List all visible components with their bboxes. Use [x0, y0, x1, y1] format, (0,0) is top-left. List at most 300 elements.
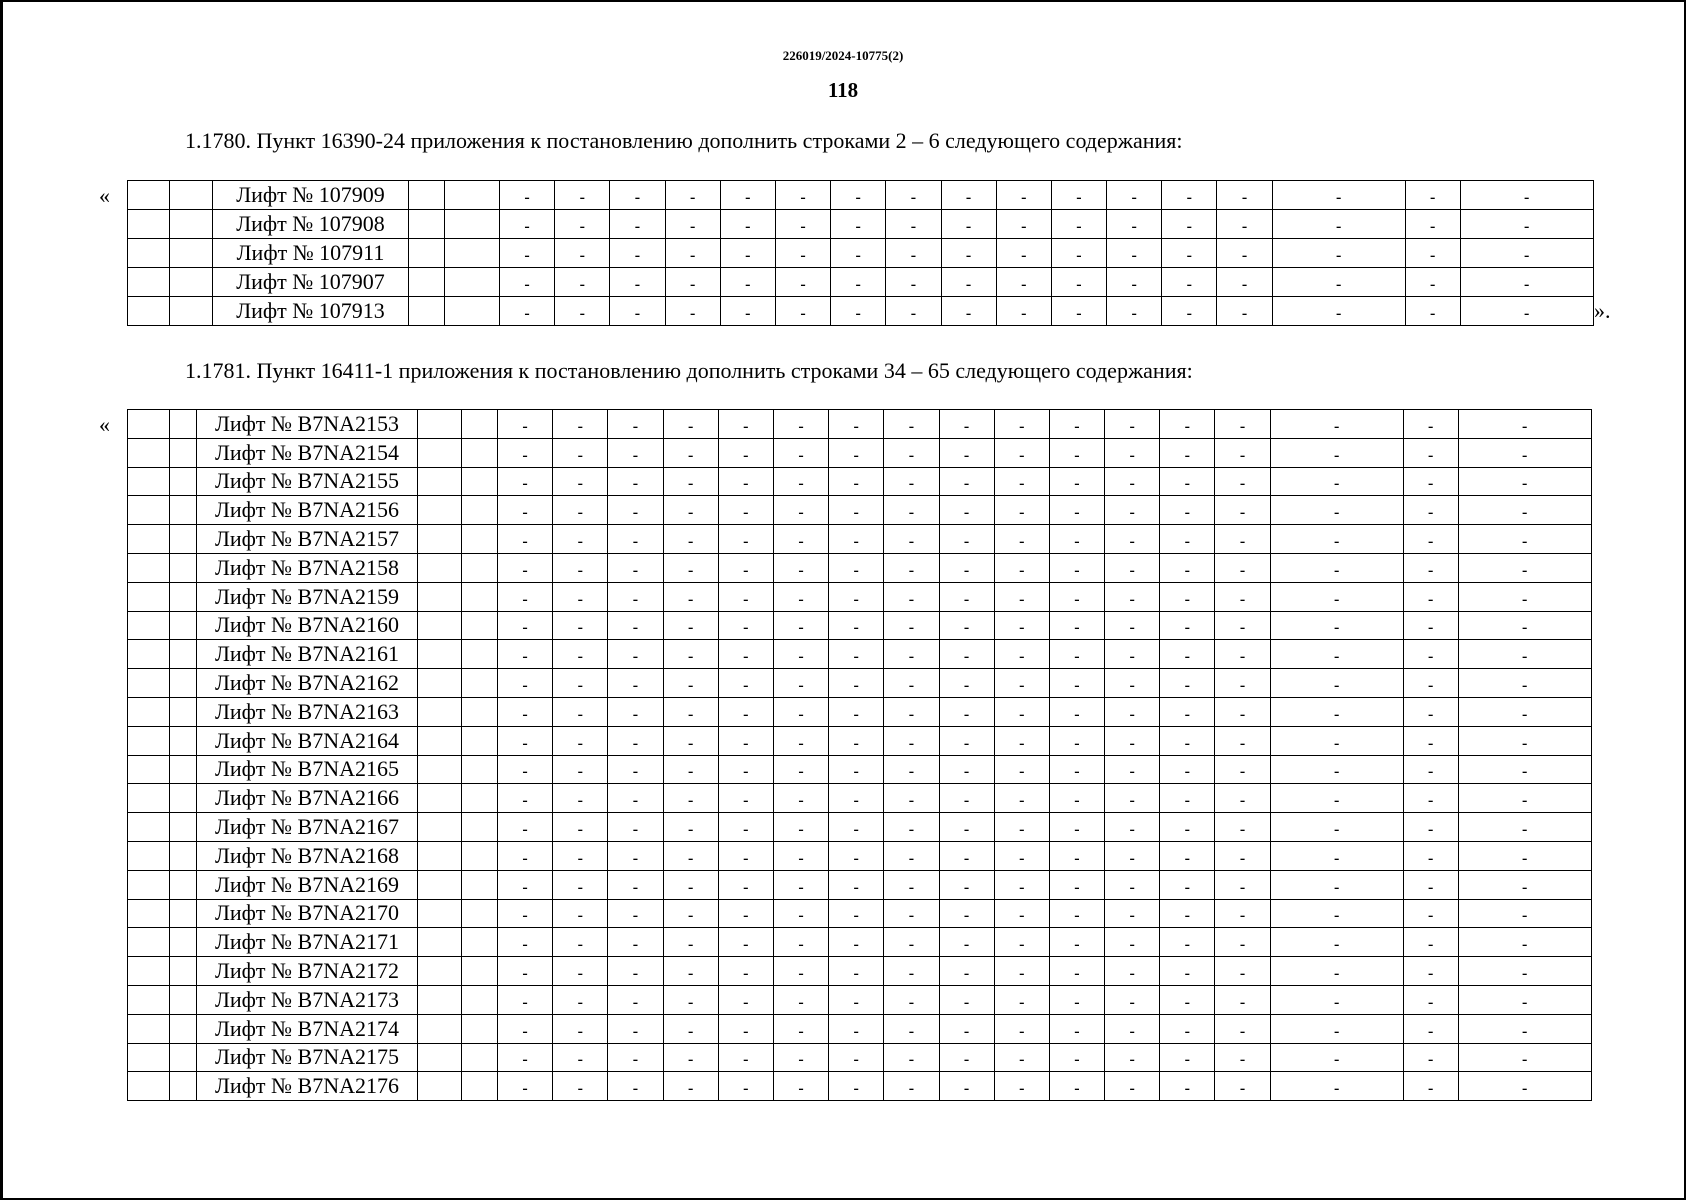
value-cell [775, 297, 830, 326]
empty-cell [418, 525, 462, 554]
value-cell [663, 1043, 718, 1072]
dash-value: - [1021, 247, 1027, 264]
dash-value: - [963, 849, 970, 867]
value-cell [1403, 697, 1458, 726]
empty-cell [170, 410, 197, 439]
dash-value: - [1129, 561, 1135, 579]
dash-value: - [800, 189, 806, 206]
dash-value: - [855, 189, 861, 206]
dash-value: - [522, 619, 528, 637]
value-cell [773, 611, 828, 640]
dash-value: - [908, 417, 915, 435]
dash-value: - [1019, 619, 1025, 637]
value-cell [1049, 410, 1104, 439]
dash-value: - [1074, 993, 1080, 1011]
value-cell [1270, 813, 1403, 842]
dash-value: - [1333, 1080, 1340, 1098]
dash-value: - [687, 648, 694, 666]
value-cell [1403, 841, 1458, 870]
value-cell [718, 870, 773, 899]
dash-value: - [798, 1080, 804, 1098]
value-cell [1160, 410, 1215, 439]
value-cell [1160, 582, 1215, 611]
value-cell [608, 582, 663, 611]
dash-value: - [908, 907, 915, 925]
value-cell [498, 841, 553, 870]
value-cell [500, 181, 555, 210]
value-cell [1460, 239, 1593, 268]
value-cell [500, 268, 555, 297]
empty-cell [462, 755, 498, 784]
empty-cell [462, 784, 498, 813]
dash-value: - [1184, 504, 1190, 522]
value-cell [1105, 640, 1160, 669]
dash-value: - [1427, 936, 1434, 954]
value-cell [1403, 467, 1458, 496]
empty-cell [418, 1072, 462, 1101]
dash-value: - [1427, 734, 1434, 752]
value-cell [1215, 496, 1270, 525]
dash-value: - [1184, 878, 1190, 896]
value-cell [829, 899, 884, 928]
dash-value: - [965, 247, 972, 264]
value-cell [1215, 697, 1270, 726]
value-cell [1403, 957, 1458, 986]
dash-value: - [1019, 446, 1025, 464]
dash-value: - [800, 305, 806, 322]
value-cell [773, 410, 828, 439]
dash-value: - [1521, 590, 1528, 608]
section-1780-table [127, 180, 1594, 326]
dash-value: - [1239, 504, 1246, 522]
value-cell [718, 1043, 773, 1072]
value-cell [1215, 669, 1270, 698]
value-cell [1160, 611, 1215, 640]
value-cell [1458, 1014, 1591, 1043]
value-cell [996, 297, 1051, 326]
dash-value: - [1335, 247, 1342, 264]
value-cell [608, 1014, 663, 1043]
empty-cell [128, 438, 170, 467]
value-cell [1270, 496, 1403, 525]
value-cell [1049, 669, 1104, 698]
dash-value: - [1074, 878, 1080, 896]
dash-value: - [1074, 1080, 1080, 1098]
dash-value: - [1019, 763, 1025, 781]
value-cell [994, 899, 1049, 928]
value-cell [941, 268, 996, 297]
dash-value: - [1427, 619, 1434, 637]
dash-value: - [524, 218, 530, 235]
value-cell [498, 985, 553, 1014]
value-cell [718, 957, 773, 986]
section-1780-open-quote: « [99, 183, 110, 208]
value-cell [498, 755, 553, 784]
dash-value: - [689, 276, 696, 293]
value-cell [500, 297, 555, 326]
dash-value: - [908, 1051, 915, 1069]
dash-value: - [1129, 417, 1135, 435]
empty-cell [462, 582, 498, 611]
dash-value: - [853, 417, 859, 435]
value-cell [1217, 297, 1272, 326]
value-cell [718, 582, 773, 611]
dash-value: - [1333, 965, 1340, 983]
dash-value: - [1521, 705, 1528, 723]
value-cell [829, 582, 884, 611]
dash-value: - [1186, 189, 1192, 206]
value-cell [553, 1043, 608, 1072]
value-cell [939, 813, 994, 842]
empty-cell [128, 1072, 170, 1101]
dash-value: - [1129, 533, 1135, 551]
dash-value: - [687, 677, 694, 695]
value-cell [663, 755, 718, 784]
section-1781-table-row [128, 697, 1592, 726]
dash-value: - [1129, 648, 1135, 666]
value-cell [1049, 813, 1104, 842]
value-cell [773, 640, 828, 669]
dash-value: - [1019, 1080, 1025, 1098]
dash-value: - [1019, 648, 1025, 666]
dash-value: - [798, 965, 804, 983]
value-cell [831, 239, 886, 268]
dash-value: - [963, 1080, 970, 1098]
empty-cell [462, 870, 498, 899]
empty-cell [418, 438, 462, 467]
dash-value: - [743, 965, 749, 983]
dash-value: - [1184, 590, 1190, 608]
dash-value: - [908, 993, 915, 1011]
dash-value: - [963, 936, 970, 954]
dash-value: - [1427, 763, 1434, 781]
value-cell [1458, 525, 1591, 554]
value-cell [829, 928, 884, 957]
empty-cell [128, 1043, 170, 1072]
dash-value: - [963, 792, 970, 810]
dash-value: - [1521, 821, 1528, 839]
dash-value: - [1427, 965, 1434, 983]
dash-value: - [1074, 590, 1080, 608]
empty-cell [170, 525, 197, 554]
dash-value: - [687, 1051, 694, 1069]
dash-value: - [1239, 677, 1246, 695]
elevator-name-cell: Лифт № B7NA2159 [197, 582, 418, 611]
value-cell [498, 669, 553, 698]
empty-cell [409, 297, 445, 326]
dash-value: - [1019, 475, 1025, 493]
dash-value: - [687, 763, 694, 781]
value-cell [498, 582, 553, 611]
value-cell [553, 870, 608, 899]
value-cell [1403, 640, 1458, 669]
dash-value: - [1333, 849, 1340, 867]
dash-value: - [1521, 936, 1528, 954]
empty-cell [462, 525, 498, 554]
elevator-name-cell: Лифт № B7NA2170 [197, 899, 418, 928]
empty-cell [170, 181, 213, 210]
value-cell [720, 181, 775, 210]
dash-value: - [522, 1051, 528, 1069]
dash-value: - [577, 792, 583, 810]
dash-value: - [632, 648, 639, 666]
empty-cell [128, 210, 170, 239]
dash-value: - [1074, 1022, 1080, 1040]
value-cell [553, 957, 608, 986]
value-cell [663, 438, 718, 467]
elevator-name-cell: Лифт № B7NA2160 [197, 611, 418, 640]
dash-value: - [1427, 907, 1434, 925]
value-cell [829, 611, 884, 640]
dash-value: - [798, 907, 804, 925]
value-cell [553, 611, 608, 640]
dash-value: - [743, 763, 749, 781]
dash-value: - [1074, 705, 1080, 723]
value-cell [1403, 813, 1458, 842]
value-cell [1272, 297, 1405, 326]
dash-value: - [1184, 1080, 1190, 1098]
value-cell [773, 582, 828, 611]
dash-value: - [743, 590, 749, 608]
empty-cell [170, 985, 197, 1014]
dash-value: - [1186, 218, 1192, 235]
dash-value: - [1521, 792, 1528, 810]
dash-value: - [1129, 821, 1135, 839]
value-cell [1105, 957, 1160, 986]
dash-value: - [743, 619, 749, 637]
value-cell [829, 410, 884, 439]
value-cell [1270, 1014, 1403, 1043]
dash-value: - [687, 993, 694, 1011]
value-cell [1105, 496, 1160, 525]
elevator-name-cell: Лифт № 107908 [213, 210, 409, 239]
dash-value: - [963, 907, 970, 925]
section-1781-table-row [128, 1014, 1592, 1043]
dash-value: - [853, 619, 859, 637]
value-cell [829, 841, 884, 870]
empty-cell [418, 957, 462, 986]
dash-value: - [798, 792, 804, 810]
value-cell [1049, 899, 1104, 928]
empty-cell [462, 1043, 498, 1072]
dash-value: - [798, 677, 804, 695]
empty-cell [462, 813, 498, 842]
dash-value: - [522, 936, 528, 954]
dash-value: - [1019, 705, 1025, 723]
dash-value: - [1074, 792, 1080, 810]
value-cell [553, 697, 608, 726]
value-cell [1107, 181, 1162, 210]
dash-value: - [1239, 1022, 1246, 1040]
value-cell [1107, 268, 1162, 297]
dash-value: - [1129, 705, 1135, 723]
dash-value: - [1129, 504, 1135, 522]
dash-value: - [908, 475, 915, 493]
dash-value: - [743, 504, 749, 522]
empty-cell [128, 841, 170, 870]
value-cell [498, 1014, 553, 1043]
dash-value: - [632, 993, 639, 1011]
empty-cell [170, 239, 213, 268]
value-cell [1215, 582, 1270, 611]
value-cell [553, 1014, 608, 1043]
empty-cell [170, 1014, 197, 1043]
dash-value: - [632, 1022, 639, 1040]
value-cell [939, 1014, 994, 1043]
value-cell [1215, 957, 1270, 986]
dash-value: - [1521, 417, 1528, 435]
value-cell [1215, 755, 1270, 784]
dash-value: - [743, 936, 749, 954]
dash-value: - [853, 936, 859, 954]
value-cell [1270, 640, 1403, 669]
value-cell [884, 496, 939, 525]
value-cell [994, 1014, 1049, 1043]
value-cell [1403, 870, 1458, 899]
value-cell [608, 553, 663, 582]
dash-value: - [798, 763, 804, 781]
dash-value: - [1019, 907, 1025, 925]
value-cell [1460, 181, 1593, 210]
empty-cell [418, 841, 462, 870]
dash-value: - [1184, 907, 1190, 925]
dash-value: - [577, 993, 583, 1011]
value-cell [994, 697, 1049, 726]
value-cell [1160, 755, 1215, 784]
empty-cell [418, 553, 462, 582]
value-cell [884, 669, 939, 698]
value-cell [1403, 726, 1458, 755]
section-1781-table-row [128, 841, 1592, 870]
value-cell [1270, 928, 1403, 957]
value-cell [553, 496, 608, 525]
dash-value: - [743, 1051, 749, 1069]
dash-value: - [577, 533, 583, 551]
value-cell [884, 813, 939, 842]
value-cell [829, 467, 884, 496]
value-cell [498, 870, 553, 899]
value-cell [884, 410, 939, 439]
dash-value: - [1019, 993, 1025, 1011]
value-cell [1049, 726, 1104, 755]
value-cell [994, 1043, 1049, 1072]
empty-cell [462, 640, 498, 669]
dash-value: - [1427, 1080, 1434, 1098]
dash-value: - [687, 821, 694, 839]
dash-value: - [1239, 849, 1246, 867]
value-cell [498, 928, 553, 957]
value-cell [553, 928, 608, 957]
dash-value: - [1521, 561, 1528, 579]
value-cell [1049, 611, 1104, 640]
empty-cell [128, 928, 170, 957]
value-cell [1270, 726, 1403, 755]
empty-cell [170, 755, 197, 784]
value-cell [775, 181, 830, 210]
value-cell [939, 957, 994, 986]
value-cell [1215, 553, 1270, 582]
empty-cell [418, 899, 462, 928]
value-cell [553, 525, 608, 554]
value-cell [941, 181, 996, 210]
dash-value: - [1427, 1022, 1434, 1040]
value-cell [555, 268, 610, 297]
dash-value: - [798, 821, 804, 839]
value-cell [1049, 1014, 1104, 1043]
dash-value: - [1131, 305, 1137, 322]
value-cell [1458, 553, 1591, 582]
value-cell [663, 813, 718, 842]
dash-value: - [853, 965, 859, 983]
dash-value: - [577, 705, 583, 723]
dash-value: - [1076, 189, 1082, 206]
value-cell [1458, 841, 1591, 870]
value-cell [773, 525, 828, 554]
value-cell [1458, 640, 1591, 669]
value-cell [884, 784, 939, 813]
elevator-name-cell: Лифт № B7NA2156 [197, 496, 418, 525]
dash-value: - [1521, 763, 1528, 781]
empty-cell [462, 697, 498, 726]
section-1780-table-row [128, 297, 1594, 326]
value-cell [773, 438, 828, 467]
dash-value: - [1129, 878, 1135, 896]
value-cell [718, 669, 773, 698]
value-cell [939, 985, 994, 1014]
dash-value: - [687, 417, 694, 435]
dash-value: - [963, 504, 970, 522]
dash-value: - [1074, 907, 1080, 925]
value-cell [1051, 297, 1106, 326]
value-cell [498, 1072, 553, 1101]
value-cell [829, 870, 884, 899]
value-cell [1458, 813, 1591, 842]
empty-cell [170, 210, 213, 239]
dash-value: - [632, 792, 639, 810]
dash-value: - [1521, 619, 1528, 637]
dash-value: - [1335, 189, 1342, 206]
dash-value: - [798, 849, 804, 867]
elevator-name-cell: Лифт № B7NA2165 [197, 755, 418, 784]
dash-value: - [963, 677, 970, 695]
dash-value: - [577, 417, 583, 435]
dash-value: - [1239, 878, 1246, 896]
dash-value: - [1129, 993, 1135, 1011]
dash-value: - [1333, 792, 1340, 810]
dash-value: - [632, 533, 639, 551]
dash-value: - [687, 734, 694, 752]
empty-cell [170, 496, 197, 525]
dash-value: - [800, 276, 806, 293]
empty-cell [462, 1014, 498, 1043]
dash-value: - [908, 878, 915, 896]
dash-value: - [798, 1051, 804, 1069]
dash-value: - [1129, 1051, 1135, 1069]
value-cell [1105, 755, 1160, 784]
dash-value: - [743, 561, 749, 579]
dash-value: - [853, 763, 859, 781]
value-cell [773, 496, 828, 525]
value-cell [1049, 841, 1104, 870]
elevator-name-cell: Лифт № B7NA2171 [197, 928, 418, 957]
value-cell [608, 640, 663, 669]
empty-cell [170, 553, 197, 582]
dash-value: - [689, 305, 696, 322]
dash-value: - [743, 1080, 749, 1098]
empty-cell [170, 870, 197, 899]
value-cell [884, 582, 939, 611]
dash-value: - [522, 590, 528, 608]
